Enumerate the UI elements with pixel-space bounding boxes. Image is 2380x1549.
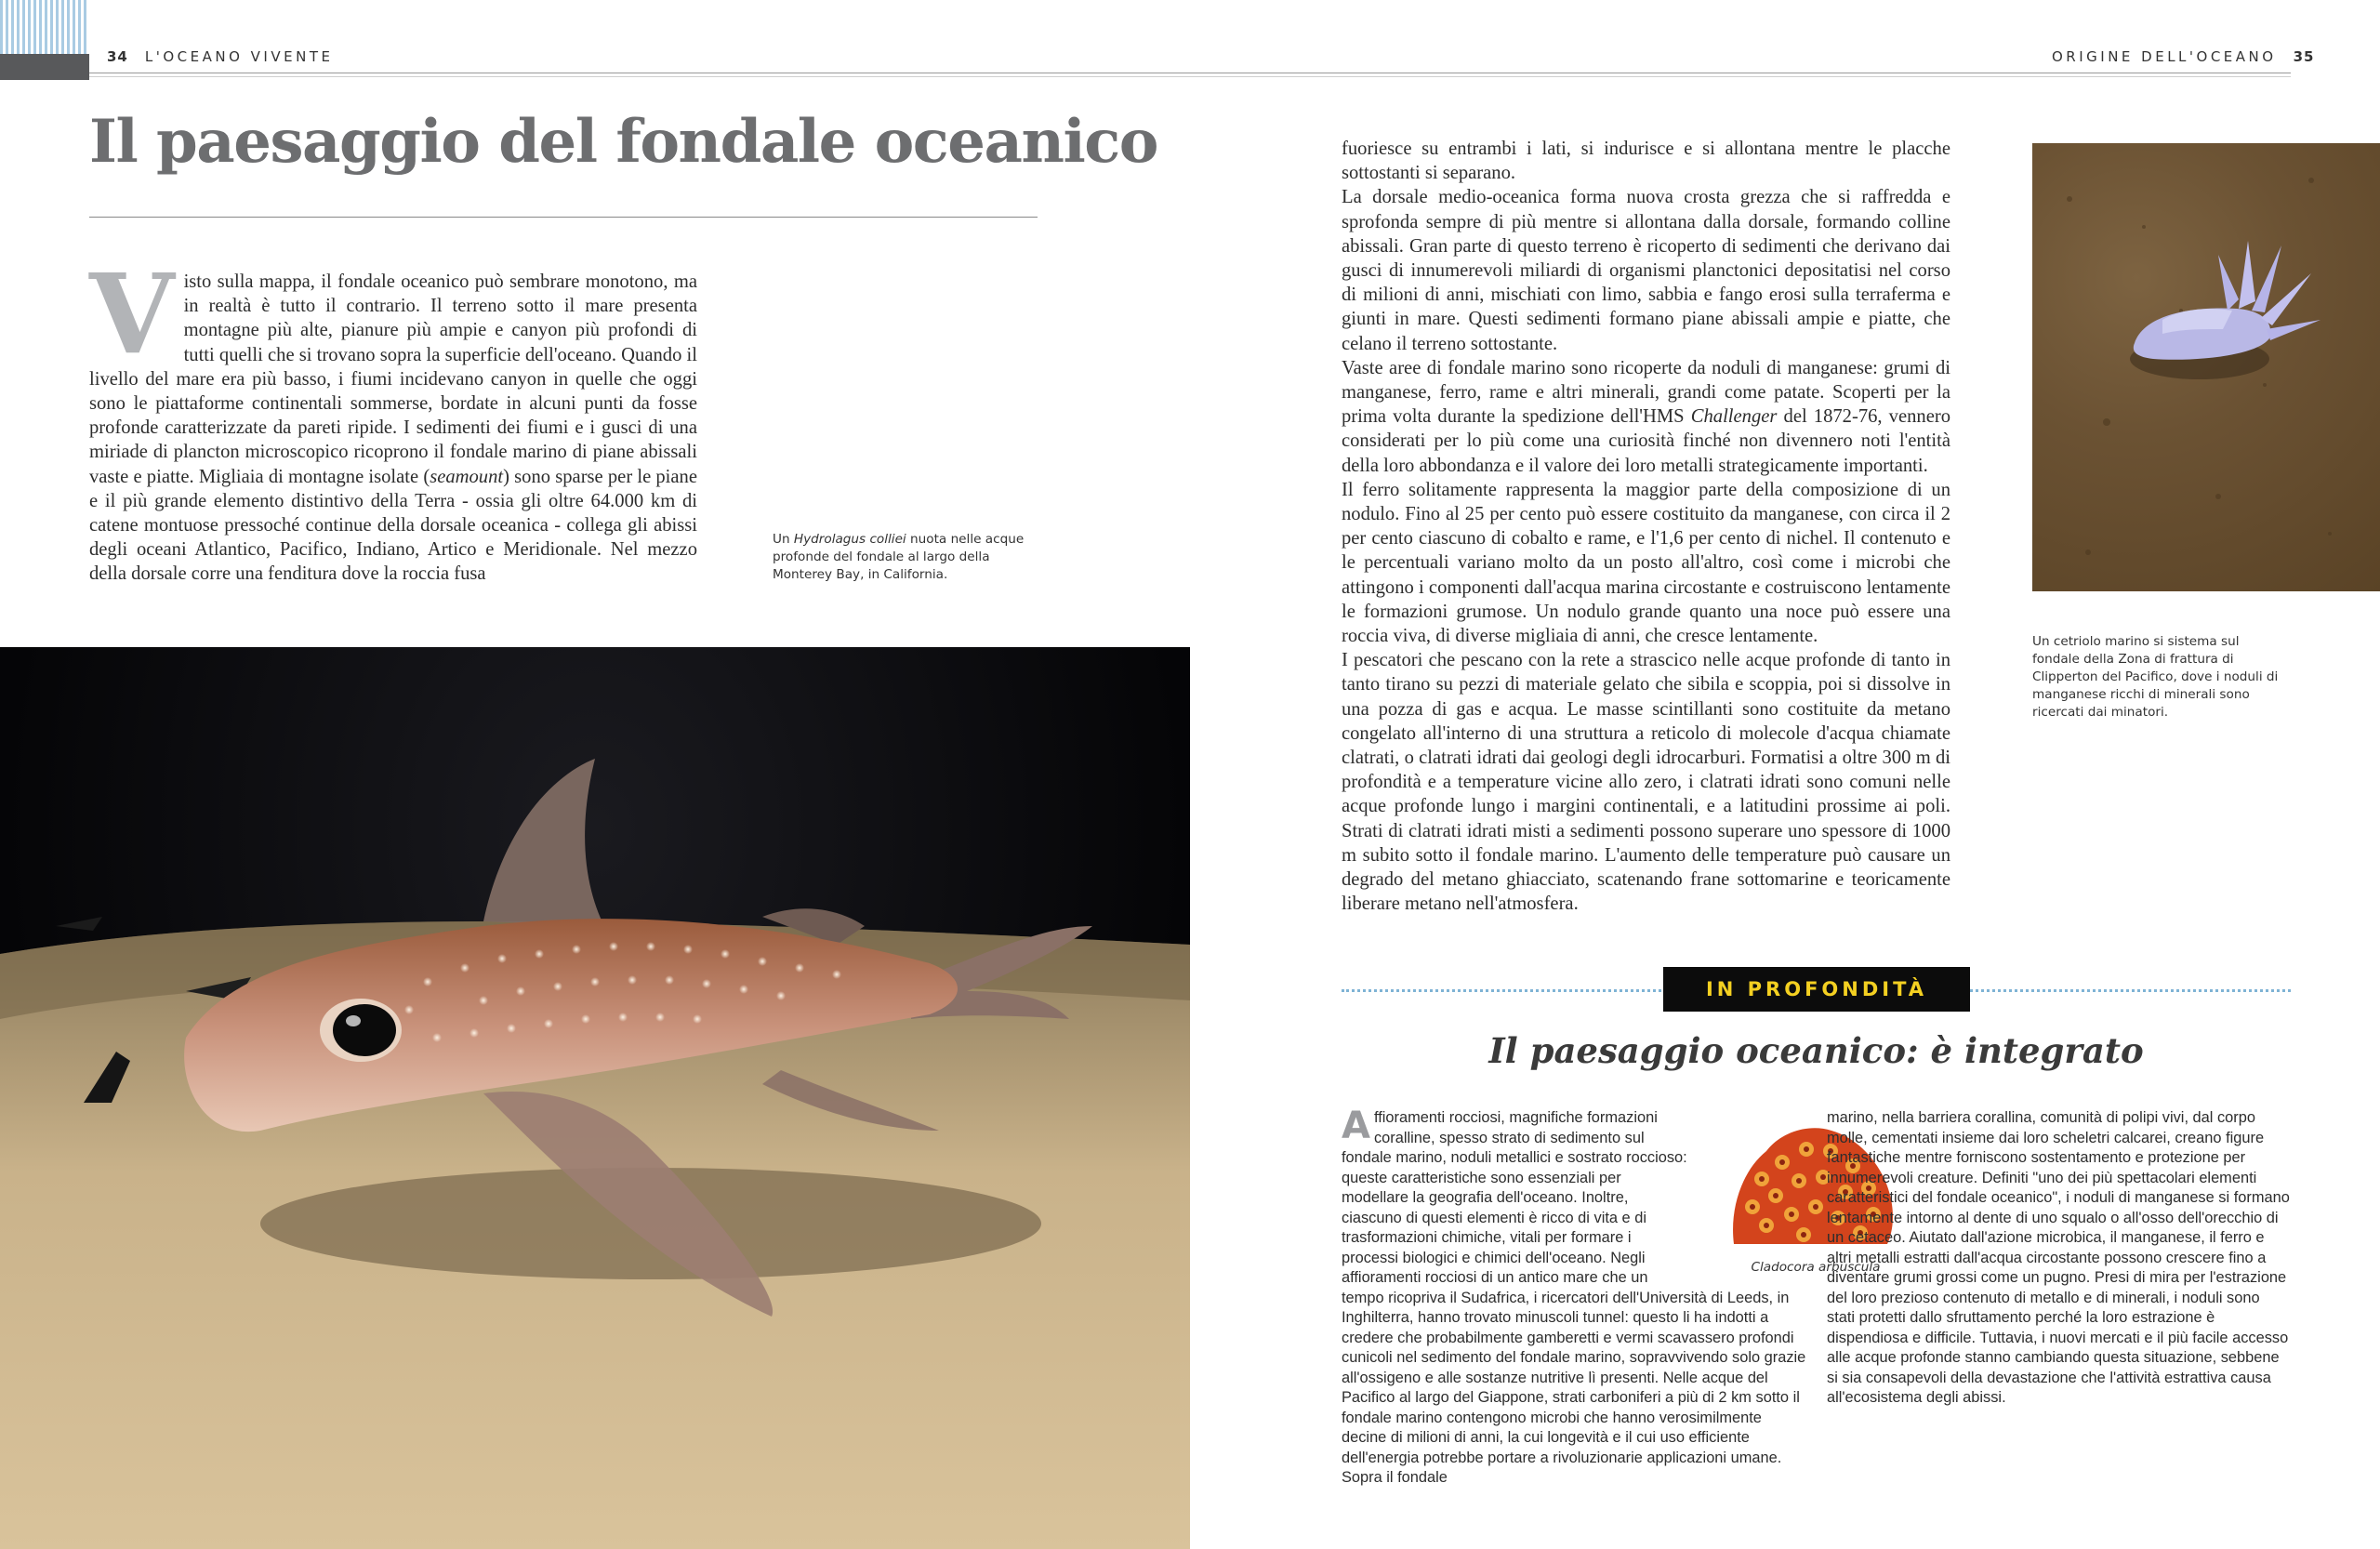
intro-text-end: ) sono sparse per le piane e il più grande elemento distintivo della Terra - ossia gli oltre 64.000 km di catene montuose pressoché continue della dorsale oceanica - collega gli abissi degli oceani Atlantico, Pacifico, Indiano, Artico e Meridionale. Nel mezzo della dorsale corre una fenditura dove la roccia fusa xyxy=(89,466,697,585)
intro-text: isto sulla mappa, il fondale oceanico può sembrare monotono, ma in realtà è tutto il contrario. Il terreno sotto il mare presenta montagne più alte, pianure più ampie e canyon più profondi di tutti quelli che si trovano sopra la superficie dell'oceano. Quando il livello del mare era più basso, i fiumi incidevano canyon in quelle che oggi sono le piattaforme continentali sommerse, bordate in alcuni punti da fosse profonde caratterizzate da pareti ripide. I sedimenti dei fiumi e i gusci di una miriade di plancton microscopico ricoprono il fondale marino di piane abissali vaste e piatte. Migliaia di montagne isolate ( xyxy=(89,271,697,487)
ratfish-illustration xyxy=(0,647,1190,1549)
in-depth-label: IN PROFONDITÀ xyxy=(1663,967,1970,1012)
sidebar-text-2: marino, nella barriera corallina, comunità di polipi vivi, dal corpo molle, cementati insieme dai loro scheletri calcarei, creano figure fantastiche mentre forniscono sostentamento e protezione per innumerevoli creature. Definiti "uno dei più spettacolari elementi caratteristici del fondale oceanico", i noduli di manganese si formano lentamente intorno al dente di uno squalo o all'osso dell'orecchio di un cetaceo. Aiutato dall'azione microbica, il manganese, il ferro e altri metalli estratti dall'acqua circostante possono crescere fino a diventare grumi grossi come un pugno. Presi di mira per l'estrazione del loro prezioso contenuto di metallo e di minerali, i noduli sono stati protetti dallo sfruttamento perché la loro estrazione è dispendiosa e difficile. Tuttavia, i nuovi mercati e il più facile accesso alle acque profonde stanno cambiando questa situazione, sebbene si sia consapevoli della devastazione che l'attività estrattiva causa all'ecosistema degli abissi. xyxy=(1827,1109,2290,1406)
ratfish-photo xyxy=(0,647,1190,1549)
paragraph-3 xyxy=(1342,356,1950,478)
right-page-number: 35 xyxy=(2293,48,2315,65)
sea-cucumber-illustration xyxy=(2032,143,2380,591)
corner-stripe-decoration xyxy=(0,0,89,54)
coral-float-spacer-2 xyxy=(1725,1108,1827,1271)
main-text-column xyxy=(1342,137,1950,917)
corner-bar-decoration xyxy=(0,54,89,80)
sea-cucumber-photo xyxy=(2032,143,2380,591)
fish-caption-post: nuota nelle acque profonde del fondale al largo della Monterey Bay, in California. xyxy=(773,532,1025,582)
right-running-head xyxy=(2052,48,2314,65)
header-rule-secondary xyxy=(89,76,2291,77)
section-dotted-rule-right xyxy=(1970,989,2291,992)
paragraph-1: fuoriesce su entrambi i lati, si indurisce e si allontana mentre le placche sottostanti si separano. xyxy=(1342,139,1950,184)
paragraph-3-ship: Challenger xyxy=(1690,406,1778,428)
fish-caption-pre: Un xyxy=(773,532,794,547)
sea-cucumber-caption: Un cetriolo marino si sistema sul fondale della Zona di frattura di Clipperton del Pacifico, dove i noduli di manganese ricchi di minerali sono ricercati dai minatori. xyxy=(2032,634,2279,720)
sidebar-title: Il paesaggio oceanico: è integrato xyxy=(1488,1030,2144,1071)
paragraph-3-post: del 1872-76, vennero considerati per lo più come una curiosità finché non divennero noti l'entità della loro abbondanza e il valore dei loro metalli strategicamente importanti. xyxy=(1342,406,1951,476)
paragraph-5: I pescatori che pescano con la rete a strascico nelle acque profonde di tanto in tanto tirano su pezzi di materiale gelato che sibila e scoppia, poi si dissolve in una pozza di gas e acqua. Le masse scintillanti sono costituite da metano congelato all'interno di una struttura a reticolo di molecole d'acqua chiamate clatrati, o clatrati idrati dai geologi degli idrocarburi. Formatisi a oltre 300 m di profondità e a temperature vicine allo zero, i clatrati idrati sono comuni nelle acque profonde lungo i margini continentali, e a latitudini prossime ai poli. Strati di clatrati idrati misti a sedimenti possono superare uno spessore di 1000 m subito sotto il fondale marino. L'aumento delle temperature può causare un degrado del metano ghiacciato, scatenando frane sottomarine e teoricamente liberare metano nell'atmosfera. xyxy=(1342,650,1950,915)
sidebar-text-1: ffioramenti rocciosi, magnifiche formazioni coralline, spesso strato di sedimento sul fondale marino, noduli metallici e sostrato roccioso: queste caratteristiche sono essenziali per modellare la geografia dell'oceano. Inoltre, ciascuno di questi elementi è ricco di vita e di trasformazioni chimiche, vitali per formare i processi biologici e chimici dell'oceano. Negli affioramenti rocciosi di un antico mare che un tempo ricopriva il Sudafrica, i ricercatori dell'Università di Leeds, in Inghilterra, hanno trovato minuscoli tunnel: questo li ha indotti a credere che probabilmente gamberetti e vermi scavassero profondi cunicoli nel sedimento del fondale marino, sopravvivendo solo grazie all'ossigeno e alle sostanze nutritive lì presenti. Nelle acque del Pacifico al largo del Giappone, strati carboniferi a più di 2 km sotto il fondale marino contengono microbi che hanno verosimilmente decine di milioni di anni, la cui longevità e il cui uso efficiente dell'energia potrebbe portare a rivoluzionarie applicazioni umane. Sopra il fondale xyxy=(1342,1109,1806,1486)
title-rule xyxy=(89,217,1038,218)
sidebar-dropcap: A xyxy=(1342,1105,1370,1147)
fish-caption-species: Hydrolagus colliei xyxy=(793,532,906,547)
paragraph-4: Il ferro solitamente rappresenta la maggior parte della composizione di un nodulo. Fino al 25 per cento può essere costituito da manganese, con circa il 2 per cento ciascuno di cobalto e rame, e l'1,6 per cento di nichel. Il contenuto e le percentuali variano molto da un posto all'altro, così come i microbi che attingono i componenti dall'acqua marina circostante e costruiscono lentamente le formazioni grumose. Un nodulo grande quanto una noce può essere una roccia viva, di diverse migliaia di anni, che cresce lentamente. xyxy=(1342,479,1950,647)
page-title: Il paesaggio del fondale oceanico xyxy=(89,107,1157,177)
right-running-title: ORIGINE DELL'OCEANO xyxy=(2052,48,2277,65)
coral-caption: Cladocora arbuscula xyxy=(1751,1260,1881,1275)
paragraph-3-pre: Vaste aree di fondale marino sono ricoperte da noduli di manganese: grumi di manganese, ferro, rame e altri minerali, grandi come patate. Scoperti per la prima volta durante la spedizione dell'HMS xyxy=(1342,357,1950,428)
intro-dropcap: V xyxy=(89,249,175,378)
intro-italic-term: seamount xyxy=(430,466,504,487)
fish-photo-caption xyxy=(773,531,1033,584)
sidebar-text-column-2 xyxy=(1827,1108,2291,1409)
left-page-number: 34 xyxy=(107,48,128,65)
section-dotted-rule-left xyxy=(1342,989,1661,992)
left-running-title: L'OCEANO VIVENTE xyxy=(144,48,334,65)
left-running-head xyxy=(107,48,333,65)
paragraph-2: La dorsale medio-oceanica forma nuova crosta grezza che si raffredda e sprofonda sempre di più mentre si allontana dalla dorsale, formando colline abissali. Gran parte di questo terreno è ricoperto di sedimenti che derivano dai gusci di innumerevoli miliardi di organismi planctonici depositatisi nel corso di milioni di anni, mischiati con limo, sabbia e fango erosi sulla terraferma e giunti in mare. Questi sedimenti formano piane abissali ampie e piatte, che celano il terreno sottostante. xyxy=(1342,187,1950,354)
intro-text-block xyxy=(89,249,697,587)
